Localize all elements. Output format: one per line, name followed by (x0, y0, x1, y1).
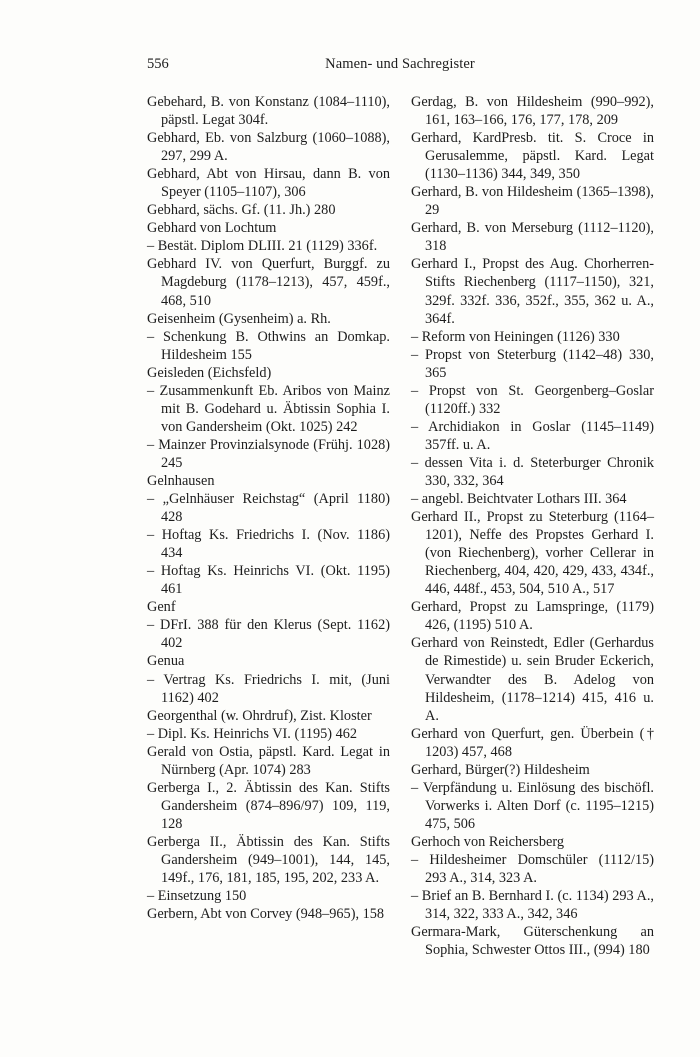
index-entry: Gebhard IV. von Querfurt, Burggf. zu Magdeburg (1178–1213), 457, 459f., 468, 510 (147, 256, 390, 309)
index-entry: Gerhoch von Reichersberg (411, 833, 564, 850)
index-entry: Gerhard, KardPresb. tit. S. Croce in Gerusalemme, päpstl. Kard. Legat (1130–1136) 344, 349, 350 (411, 130, 654, 183)
index-entry: Georgenthal (w. Ohrdruf), Zist. Kloster (147, 707, 372, 724)
index-entry: Gerhard, B. von Hildesheim (1365–1398), 29 (411, 184, 654, 219)
index-subentry: – Einsetzung 150 (147, 888, 247, 905)
index-entry: Gebhard, sächs. Gf. (11. Jh.) 280 (147, 202, 336, 219)
index-subentry: – Propst von St. Georgenberg–Goslar (1120ff.) 332 (411, 382, 654, 417)
index-entry: Geisleden (Eichsfeld) (147, 364, 272, 381)
index-entry: Gerald von Ostia, päpstl. Kard. Legat in Nürnberg (Apr. 1074) 283 (147, 743, 390, 778)
index-entry: Gerberga I., 2. Äbtissin des Kan. Stifts Gandersheim (874–896/97) 109, 119, 128 (147, 779, 390, 832)
index-subentry: – DFrI. 388 für den Klerus (Sept. 1162) 402 (147, 617, 390, 652)
index-entry: Gerhard I., Propst des Aug. Chorherren-Stifts Riechenberg (1117–1150), 321, 329f. 332f. 336, 352f., 355, 362 u. A., 364f. (411, 256, 654, 327)
index-column-left (147, 93, 390, 923)
index-entry: Geisenheim (Gysenheim) a. Rh. (147, 310, 331, 327)
index-entry: Gebhard, Eb. von Salzburg (1060–1088), 297, 299 A. (147, 130, 390, 165)
index-subentry: – Propst von Steterburg (1142–48) 330, 365 (411, 346, 654, 381)
index-subentry: – angebl. Beichtvater Lothars III. 364 (411, 491, 627, 508)
index-subentry: – Zusammenkunft Eb. Aribos von Mainz mit B. Godehard u. Äbtissin Sophia I. von Gandersheim (Okt. 1025) 242 (147, 382, 390, 435)
index-subentry: – Hildesheimer Domschüler (1112/15) 293 A., 314, 323 A. (411, 851, 654, 887)
index-entry: Gerhard II., Propst zu Steterburg (1164–1201), Neffe des Propstes Gerhard I. (von Riechenberg), vorher Cellerar in Riechenberg, 404, 420, 429, 433, 434f., 446, 448f., 453, 504, 510 A., 517 (411, 509, 654, 598)
index-column-right (411, 93, 654, 959)
index-entry: Genua (147, 653, 185, 670)
index-subentry: – dessen Vita i. d. Steterburger Chronik 330, 332, 364 (411, 454, 654, 489)
running-title: Namen- und Sachregister (325, 56, 475, 72)
index-subentry: – Reform von Heiningen (1126) 330 (411, 328, 620, 345)
page-number: 556 (147, 56, 169, 72)
index-entry: Gerhard von Reinstedt, Edler (Gerhardus de Rimestide) u. sein Bruder Eckerich, Verwandter des B. Adelog von Hildesheim, (1178–1214) 415, 416 u. A. (411, 635, 654, 724)
index-entry: Germara-Mark, Güterschenkung an Sophia, Schwester Ottos III., (994) 180 (411, 924, 654, 959)
index-entry: Gebhard, Abt von Hirsau, dann B. von Speyer (1105–1107), 306 (147, 166, 390, 201)
index-entry: Gerberga II., Äbtissin des Kan. Stifts Gandersheim (949–1001), 144, 145, 149f., 176, 181, 185, 195, 202, 233 A. (147, 833, 390, 887)
index-subentry: – Mainzer Provinzialsynode (Frühj. 1028) 245 (147, 436, 390, 471)
index-subentry: – Vertrag Ks. Friedrichs I. mit, (Juni 1162) 402 (147, 671, 390, 706)
index-subentry: – Archidiakon in Goslar (1145–1149) 357ff. u. A. (411, 418, 654, 453)
index-subentry: – Schenkung B. Othwins an Domkap. Hildesheim 155 (147, 328, 390, 363)
index-entry: Gebhard von Lochtum (147, 220, 277, 237)
index-entry: Gerbern, Abt von Corvey (948–965), 158 (147, 906, 385, 923)
index-subentry: – Bestät. Diplom DLIII. 21 (1129) 336f. (147, 238, 378, 255)
index-entry: Gerhard von Querfurt, gen. Überbein († 1203) 457, 468 (411, 725, 654, 760)
index-subentry: – Hoftag Ks. Heinrichs VI. (Okt. 1195) 461 (147, 563, 390, 598)
index-entry: Gerhard, Bürger(?) Hildesheim (411, 761, 590, 778)
index-entry: Gelnhausen (147, 472, 215, 489)
index-subentry: – Dipl. Ks. Heinrichs VI. (1195) 462 (147, 725, 358, 742)
index-subentry: – „Gelnhäuser Reichstag“ (April 1180) 428 (147, 491, 390, 526)
index-entry: Gebehard, B. von Konstanz (1084–1110), päpstl. Legat 304f. (147, 94, 390, 129)
index-subentry: – Brief an B. Bernhard I. (c. 1134) 293 A., 314, 322, 333 A., 342, 346 (411, 888, 654, 923)
index-entry: Gerhard, Propst zu Lamspringe, (1179) 426, (1195) 510 A. (411, 599, 654, 634)
index-entry: Genf (147, 599, 176, 616)
index-subentry: – Verpfändung u. Einlösung des bischöfl. Vorwerks i. Alten Dorf (c. 1195–1215) 475, 506 (411, 779, 654, 832)
page-header (147, 56, 653, 78)
index-entry: Gerdag, B. von Hildesheim (990–992), 161, 163–166, 176, 177, 178, 209 (411, 94, 654, 129)
index-entry: Gerhard, B. von Merseburg (1112–1120), 318 (411, 220, 654, 255)
index-subentry: – Hoftag Ks. Friedrichs I. (Nov. 1186) 434 (147, 527, 390, 562)
